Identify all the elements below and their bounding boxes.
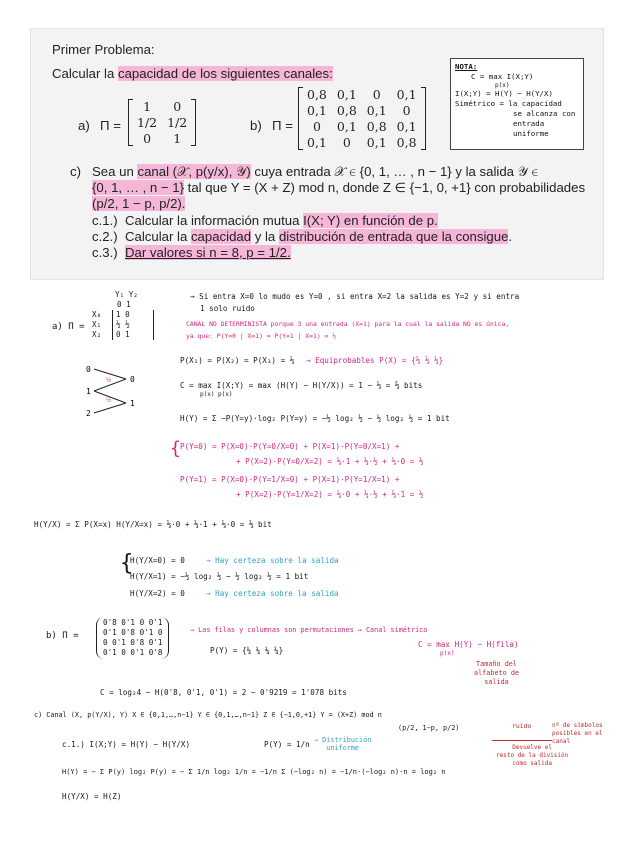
hw-b-cmax: C = max H(Y) − H(fila) bbox=[418, 640, 519, 649]
hw-c-probs: (p/2, 1−p, p/2) bbox=[398, 724, 460, 732]
matrix-b-cell: 0,1 bbox=[307, 135, 327, 150]
matrix-b-cell: 0 bbox=[402, 103, 411, 118]
hw-arrow1: → Si entra X=0 lo mudo es Y=0 , si entra X=2 la salida es Y=2 y si entra bbox=[190, 292, 520, 301]
hw-hyx0-comment: → Hay certeza sobre la salida bbox=[206, 556, 339, 565]
pi-b: Π = bbox=[272, 118, 293, 133]
matrix-a-cell: 1/2 bbox=[167, 115, 188, 130]
problem-intro: Calcular la capacidad de los siguientes canales: bbox=[52, 66, 333, 81]
hw-hy-c: H(Y) = − Σ P(y) log₂ P(y) = − Σ 1/n log₂ 1/n = −1/n Σ (−log₂ n) = −1/n·(−log₂ n)·n = log₂ n bbox=[62, 768, 446, 776]
brace-2: { bbox=[120, 551, 134, 576]
hw-cmax: C = max I(X;Y) = max (H(Y) − H(Y/X)) = 1 − ⅓ = ⅔ bits bbox=[180, 381, 423, 390]
hw-hyx1: H(Y/X=1) = −½ log₂ ½ − ½ log₂ ½ = 1 bit bbox=[130, 572, 309, 581]
hw-hy: H(Y) = Σ −P(Y=y)·log₂ P(Y=y) = −½ log₂ ½ − ½ log₂ ½ = 1 bit bbox=[180, 414, 450, 423]
hw-b-py: P(Y) = {¼ ¼ ¼ ¼} bbox=[210, 646, 284, 655]
matrix-b-cell: 0,1 bbox=[396, 119, 417, 134]
matrix-b-cell: 0,1 bbox=[336, 119, 357, 134]
c-line3: (p/2, 1 − p, p/2). bbox=[92, 196, 186, 211]
note-line1: C = max I(X;Y) bbox=[471, 72, 534, 81]
hw-pink-note-b: ya que: P(Y=0 | X=1) = P(Y=1 | X=1) = ½ bbox=[186, 332, 337, 340]
hw-c-dev: Devuelve el resto de la división como salida bbox=[496, 744, 569, 767]
hw-c-nsim: nº de símbolos posibles en el canal bbox=[552, 722, 603, 745]
hw-px: P(X₁) = P(X₂) = P(X₃) = ⅓ bbox=[180, 356, 295, 365]
matrix-b-cell: 0,1 bbox=[307, 103, 327, 118]
hw-c1: c.1.) I(X;Y) = H(Y) − H(Y/X) bbox=[62, 740, 191, 749]
note-line4: se alcanza con bbox=[513, 109, 576, 118]
hw-hyx: H(Y/X) = Σ P(X=x) H(Y/X=x) = ⅓·0 + ⅓·1 + ⅓·0 = ⅓ bit bbox=[34, 520, 272, 529]
hw-cmax-sub: p(x) p(x) bbox=[200, 391, 233, 398]
hw-py0b: + P(X=2)·P(Y=0/X=2) = ⅓·1 + ⅓·½ + ⅓·0 = ½ bbox=[236, 457, 424, 466]
matrix-b-cell: 0 bbox=[372, 87, 381, 102]
matrix-b-cell: 0,8 bbox=[396, 135, 417, 150]
edge-label: ½ bbox=[106, 378, 112, 384]
hw-c-line: c) Canal (X, p(Y/X), Y) X ∈ {0,1,…,n−1} Y ∈ {0,1,…,n−1} Z ∈ {−1,0,+1} Y = (X+Z) mod n bbox=[34, 711, 382, 719]
matrix-b-cell: 0,1 bbox=[336, 87, 357, 102]
channel-diagram bbox=[86, 362, 142, 422]
hw-hyx2: H(Y/X=2) = 0 bbox=[130, 589, 185, 598]
hw-b-cmax-sub: p(x) bbox=[440, 650, 455, 657]
c1-line: c.1.) Calcular la información mutua I(X; Y) en función de p. bbox=[92, 213, 438, 228]
hw-matrix-a: 1 0 ½ ½ 0 1 bbox=[112, 310, 154, 340]
matrix-b-cell: 0,8 bbox=[307, 87, 327, 102]
hw-hyx0: H(Y/X=0) = 0 bbox=[130, 556, 185, 565]
matrix-a-cell: 1 bbox=[143, 99, 152, 114]
hw-hyx-c: H(Y/X) = H(Z) bbox=[62, 792, 122, 801]
label-a: a) bbox=[78, 118, 90, 133]
c-line1: Sea un canal (𝒳, p(y/x), 𝒴) cuya entrada 𝒳 ∈ {0, 1, … , n − 1} y la salida 𝒴 ∈ bbox=[92, 164, 539, 179]
hw-rows-x: X₀ X₁ X₂ bbox=[92, 310, 102, 339]
hw-pink-note: CANAL NO DETERMINISTA porque 3 una entrada (X=1) para la cual la salida NO es única, bbox=[186, 320, 510, 328]
matrix-a-cell: 0 bbox=[143, 131, 152, 146]
hw-colhead2: 0 1 bbox=[117, 300, 131, 309]
hw-b-note: → Las filas y columnas son permutaciones → Canal simétrico bbox=[190, 626, 428, 634]
hw-py1a: P(Y=1) = P(X=0)·P(Y=1/X=0) + P(X=1)·P(Y=1/X=1) + bbox=[180, 475, 400, 484]
note-title: NOTA: bbox=[455, 62, 478, 71]
c2-line: c.2.) Calcular la capacidad y la distribución de entrada que la consigue. bbox=[92, 229, 513, 244]
matrix-b-cell: 0,1 bbox=[396, 87, 417, 102]
hw-c-ruido: ruido bbox=[512, 722, 532, 730]
matrix-b-cell: 0,1 bbox=[366, 103, 387, 118]
hw-c-underline bbox=[492, 740, 552, 741]
hw-py1b: + P(X=2)·P(Y=1/X=2) = ⅓·0 + ⅓·½ + ⅓·1 = ½ bbox=[236, 490, 424, 499]
diagram-in-2: 2 bbox=[86, 409, 91, 418]
hw-colhead: Y₁ Y₂ bbox=[115, 290, 138, 299]
problem-title: Primer Problema: bbox=[52, 42, 155, 57]
edge-label: ½ bbox=[106, 398, 112, 404]
hw-a-pi: a) Π = bbox=[52, 322, 85, 332]
matrix-b-cell: 0,8 bbox=[366, 119, 387, 134]
matrix-a-cell: 0 bbox=[173, 99, 182, 114]
diagram-in-1: 1 bbox=[86, 387, 91, 396]
matrix-b-cell: 0 bbox=[312, 119, 321, 134]
c3-line: c.3.) Dar valores si n = 8, p = 1/2. bbox=[92, 245, 291, 260]
hw-equi: → Equiprobables P(X) = {⅓ ⅓ ⅓} bbox=[306, 356, 444, 365]
note-box bbox=[450, 58, 584, 150]
label-c: c) bbox=[70, 164, 81, 179]
hw-b-c: C = log₂4 − H(0'8, 0'1, 0'1) = 2 − 0'9219 = 1'078 bits bbox=[100, 688, 347, 697]
matrix-a-cell: 1/2 bbox=[137, 115, 158, 130]
label-b: b) bbox=[250, 118, 262, 133]
pi-a: Π = bbox=[100, 118, 121, 133]
hw-b-pi: b) Π = bbox=[46, 631, 79, 641]
matrix-b-cell: 0,1 bbox=[366, 135, 387, 150]
matrix-b bbox=[298, 87, 426, 150]
diagram-out-0: 0 bbox=[130, 375, 135, 384]
hw-matrix-b: 0'8 0'1 0 0'1 0'1 0'8 0'1 0 0 0'1 0'8 0'1 0'1 0 0'1 0'8 bbox=[96, 617, 169, 659]
c-line2: {0, 1, … , n − 1} tal que Y = (X + Z) mod n, donde Z ∈ {−1, 0, +1} con probabilidades bbox=[92, 180, 586, 195]
note-line1-sub: p(x) bbox=[495, 82, 510, 89]
hw-b-tam: Tamaño del alfabeto de salida bbox=[474, 660, 520, 686]
hw-c1p: P(Y) = 1/n bbox=[264, 740, 310, 749]
hw-py0a: P(Y=0) = P(X=0)·P(Y=0/X=0) + P(X=1)·P(Y=0/X=1) + bbox=[180, 442, 400, 451]
edge-2-1 bbox=[94, 403, 126, 413]
hw-hyx2-comment: → Hay certeza sobre la salida bbox=[206, 589, 339, 598]
matrix-b-cell: 0 bbox=[342, 135, 351, 150]
matrix-a-cell: 1 bbox=[173, 131, 182, 146]
note-line3: Simétrico = la capacidad bbox=[455, 99, 562, 108]
hw-arrow1b: 1 solo ruido bbox=[200, 304, 255, 313]
matrix-b-cell: 0,8 bbox=[336, 103, 357, 118]
note-line5: entrada uniforme bbox=[513, 119, 549, 138]
diagram-in-0: 0 bbox=[86, 365, 91, 374]
note-line2: I(X;Y) = H(Y) − H(Y/X) bbox=[455, 89, 553, 98]
matrix-a bbox=[128, 99, 196, 146]
diagram-out-1: 1 bbox=[130, 399, 135, 408]
hw-c1p-note: → Distribución uniforme bbox=[314, 736, 372, 752]
brace-1: { bbox=[170, 438, 181, 459]
